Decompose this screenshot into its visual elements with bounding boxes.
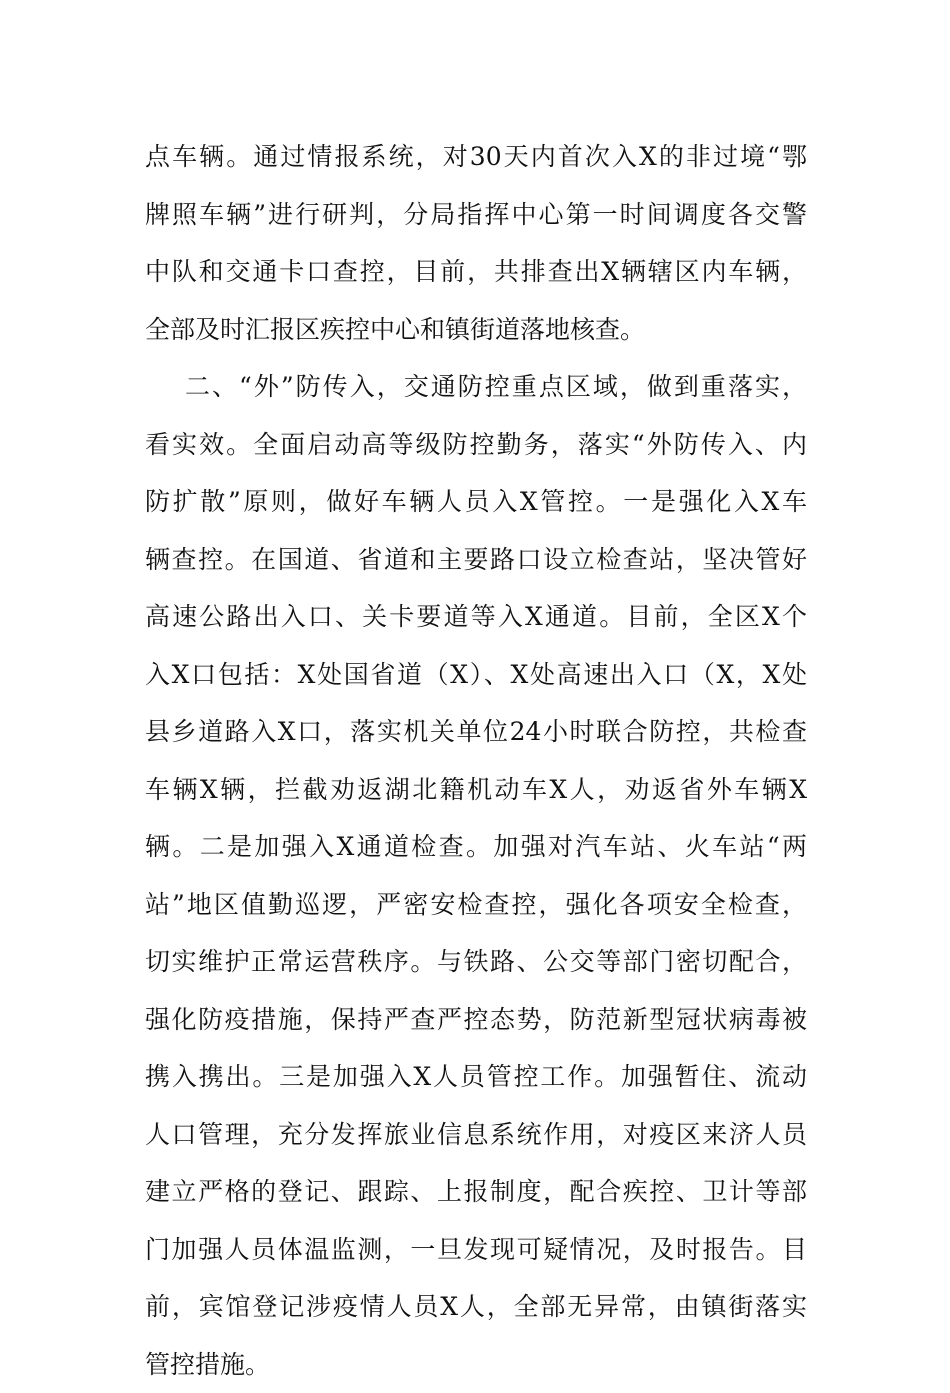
text-line: 入X口包括：X处国省道（X）、X处高速出入口（X，X处 xyxy=(145,646,807,704)
text-line: 车辆X辆，拦截劝返湖北籍机动车X人，劝返省外车辆X xyxy=(145,761,807,819)
text-line: 切实维护正常运营秩序。与铁路、公交等部门密切配合， xyxy=(145,933,807,991)
text-line: 门加强人员体温监测，一旦发现可疑情况，及时报告。目 xyxy=(145,1221,807,1279)
section-heading-line: 二、“外”防传入，交通防控重点区域，做到重落实， xyxy=(145,358,807,416)
text-line: 看实效。全面启动高等级防控勤务，落实“外防传入、内 xyxy=(145,416,807,474)
text-line: 前，宾馆登记涉疫情人员X人，全部无异常，由镇街落实 xyxy=(145,1278,807,1336)
text-line: 高速公路出入口、关卡要道等入X通道。目前，全区X个 xyxy=(145,588,807,646)
text-line: 中队和交通卡口查控，目前，共排查出X辆辖区内车辆， xyxy=(145,243,807,301)
text-line: 点车辆。通过情报系统，对30天内首次入X的非过境“鄂 xyxy=(145,128,807,186)
text-line: 建立严格的登记、跟踪、上报制度，配合疾控、卫计等部 xyxy=(145,1163,807,1221)
text-line: 强化防疫措施，保持严查严控态势，防范新型冠状病毒被 xyxy=(145,991,807,1049)
text-line: 人口管理，充分发挥旅业信息系统作用，对疫区来济人员 xyxy=(145,1106,807,1164)
text-line: 携入携出。三是加强入X人员管控工作。加强暂住、流动 xyxy=(145,1048,807,1106)
text-line: 县乡道路入X口，落实机关单位24小时联合防控，共检查 xyxy=(145,703,807,761)
text-line: 辆。二是加强入X通道检查。加强对汽车站、火车站“两 xyxy=(145,818,807,876)
text-line: 全部及时汇报区疾控中心和镇街道落地核查。 xyxy=(145,301,807,359)
text-line: 防扩散”原则，做好车辆人员入X管控。一是强化入X车 xyxy=(145,473,807,531)
text-line: 牌照车辆”进行研判，分局指挥中心第一时间调度各交警 xyxy=(145,186,807,244)
document-body xyxy=(145,128,807,1393)
text-line: 辆查控。在国道、省道和主要路口设立检查站，坚决管好 xyxy=(145,531,807,589)
text-line: 管控措施。 xyxy=(145,1336,807,1393)
text-line: 站”地区值勤巡逻，严密安检查控，强化各项安全检查， xyxy=(145,876,807,934)
